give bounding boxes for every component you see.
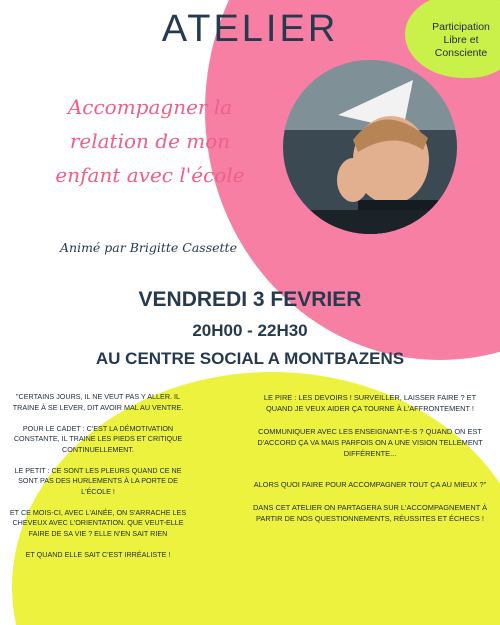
event-date: VENDREDI 3 FEVRIER: [138, 288, 362, 311]
badge-line: Libre et: [443, 33, 479, 46]
testimonial-paragraph: LE PIRE : LES DEVOIRS ! SURVEILLER, LAISSER FAIRE ? ET QUAND JE VEUX AIDER ÇA TOURNE À L'AFFRONTEMENT !: [263, 393, 477, 413]
testimonial-paragraph: ET CE MOIS-CI, AVEC L'AINÉE, ON S'ARRACHE LES CHEVEUX AVEC L'ORIENTATION. QUE VEUT-ELLE FAIRE DE SA VIE ? ELLE N'EN SAIT RIEN: [9, 507, 187, 538]
testimonial-paragraph: DANS CET ATELIER ON PARTAGERA SUR L'ACCOMPAGNEMENT À PARTIR DE NOS QUESTIONNEMENTS, RÉUSSITES ET ÉCHECS !: [252, 503, 488, 523]
testimonial-paragraph: "CERTAINS JOURS, IL NE VEUT PAS Y ALLER. IL TRAINE À SE LEVER, DIT AVOIR MAL AU VENTRE.: [12, 392, 184, 412]
subtitle-line: relation de mon: [69, 129, 231, 153]
badge-line: Participation: [432, 20, 490, 33]
badge-line: Consciente: [434, 46, 488, 59]
child-photo-illustration: [283, 60, 457, 234]
page-title: ATELIER: [161, 8, 339, 50]
testimonial-paragraph: LE PETIT : CE SONT LES PLEURS QUAND CE NE SONT PAS DES HURLEMENTS À LA PORTE DE L'ÉCOLE !: [14, 465, 182, 496]
child-photo: [283, 60, 457, 234]
testimonial-paragraph: POUR LE CADET : C'EST LA DÉMOTIVATION CONSTANTE, IL TRAINE LES PIEDS ET CRITIQUE CONTINUELLEMENT.: [13, 423, 183, 454]
event-time: 20H00 - 22H30: [192, 321, 308, 340]
facilitator-line: Animé par Brigitte Cassette: [60, 240, 237, 255]
testimonial-column-left: [8, 392, 188, 571]
testimonial-paragraph: ALORS QUOI FAIRE POUR ACCOMPAGNER TOUT ÇA AU MIEUX ?": [253, 480, 487, 489]
testimonial-column-right: [250, 392, 490, 536]
testimonial-paragraph: COMMUNIQUER AVEC LES ENSEIGNANT-E-S ? QUAND ON EST D'ACCORD ÇA VA MAIS PARFOIS ON A UNE VISION TELLEMENT DIFFÉRENTE...: [257, 427, 483, 458]
workshop-subtitle: [30, 90, 270, 192]
subtitle-line: Accompagner la: [67, 95, 233, 119]
testimonial-paragraph: ET QUAND ELLE SAIT C'EST IRRÉALISTE !: [25, 549, 171, 559]
subtitle-line: enfant avec l'école: [55, 163, 245, 187]
event-place: AU CENTRE SOCIAL A MONTBAZENS: [95, 349, 405, 368]
